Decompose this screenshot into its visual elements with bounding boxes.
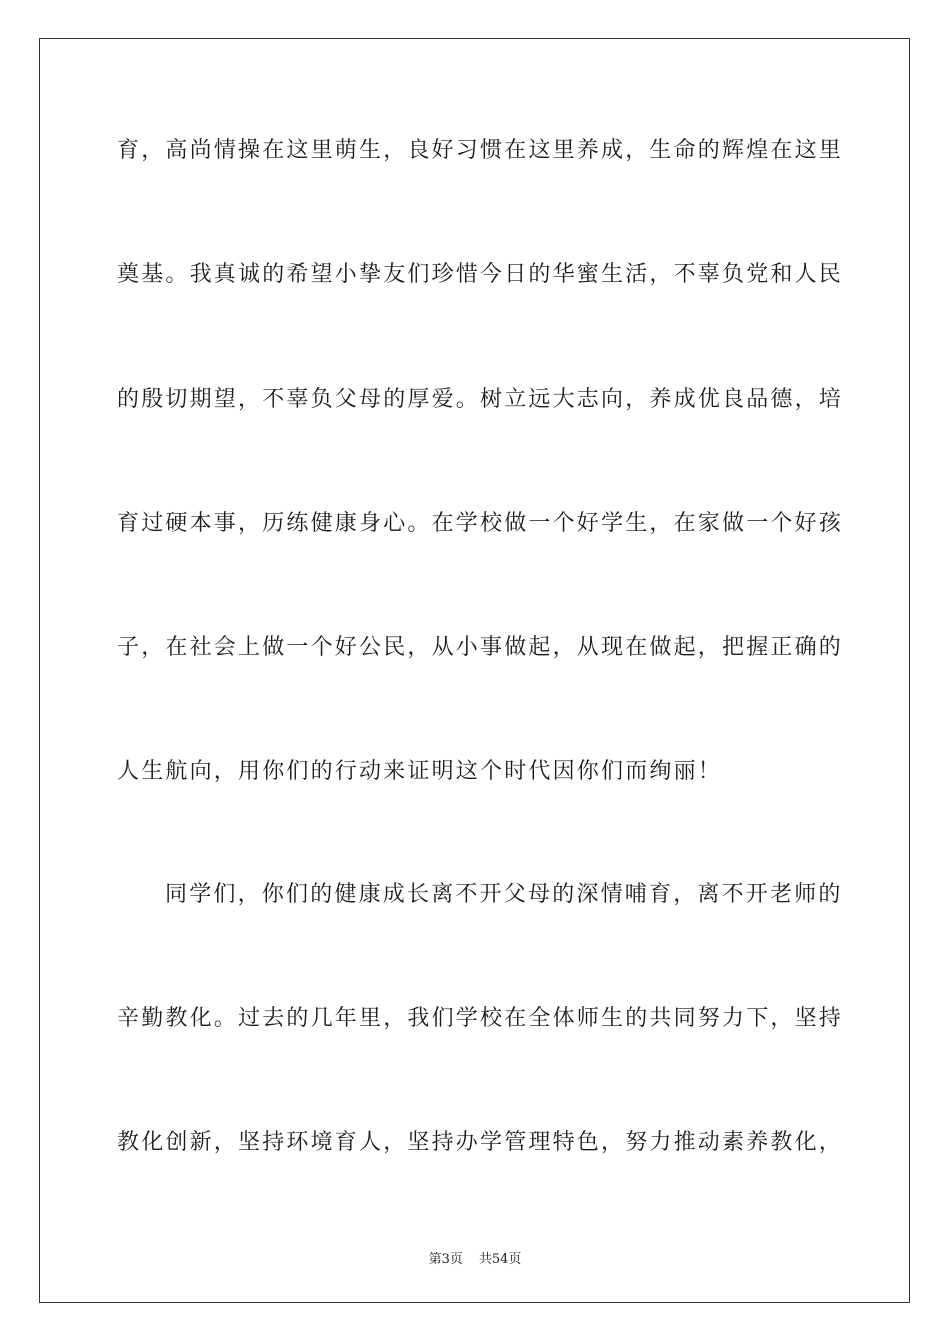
page-number: 第3页 [428, 1252, 463, 1267]
body-line: 育，高尚情操在这里萌生，良好习惯在这里养成，生命的辉煌在这里 [117, 138, 844, 163]
body-line: 的殷切期望，不辜负父母的厚爱。树立远大志向，养成优良品德，培 [117, 387, 844, 412]
page-total: 共54页 [478, 1252, 522, 1267]
paragraph-first-line: 同学们，你们的健康成长离不开父母的深情哺育，离不开老师的 [165, 882, 843, 907]
body-line: 奠基。我真诚的希望小挚友们珍惜今日的华蜜生活，不辜负党和人民 [117, 262, 844, 287]
body-line: 辛勤教化。过去的几年里，我们学校在全体师生的共同努力下，坚持 [117, 1006, 844, 1031]
body-line: 人生航向，用你们的行动来证明这个时代因你们而绚丽！ [117, 759, 723, 784]
page-border [39, 38, 910, 1303]
body-line: 教化创新，坚持环境育人，坚持办学管理特色，努力推动素养教化， [117, 1130, 844, 1155]
body-line: 育过硬本事，历练健康身心。在学校做一个好学生，在家做一个好孩 [117, 511, 844, 536]
body-line: 子，在社会上做一个好公民，从小事做起，从现在做起，把握正确的 [117, 635, 844, 660]
page-footer [0, 1248, 950, 1267]
